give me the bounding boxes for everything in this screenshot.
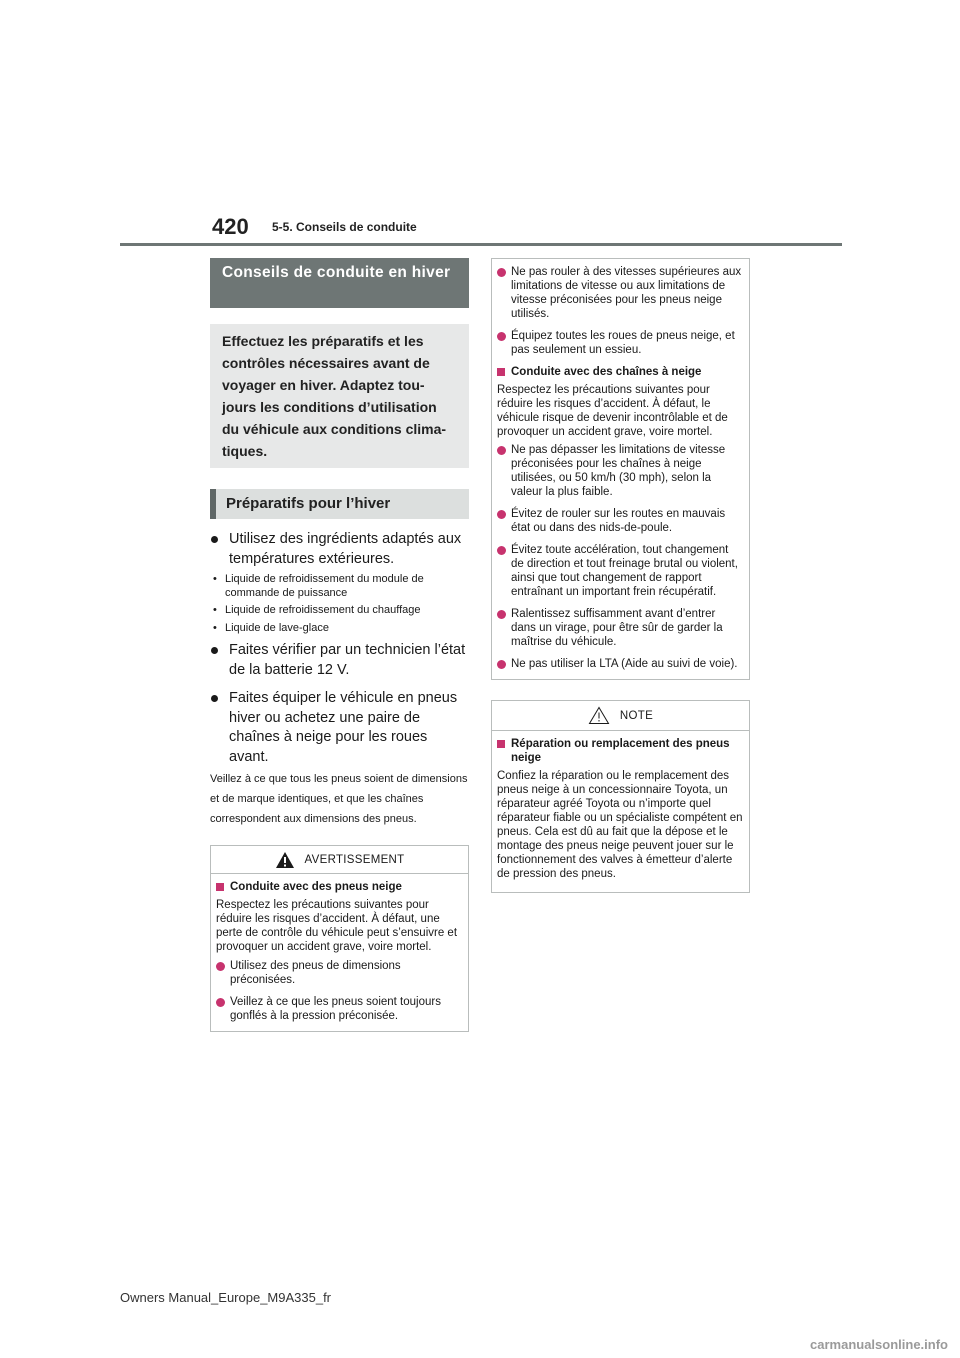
warning-item-text: Utilisez des pneus de dimensions préconisées. xyxy=(230,960,401,986)
intro-line: du véhicule aux conditions clima- xyxy=(222,421,447,437)
warning-item-text: Équipez toutes les roues de pneus neige, et pas seulement un essieu. xyxy=(511,330,735,356)
right-column xyxy=(491,258,750,893)
circle-bullet-icon xyxy=(497,268,506,277)
header-rule xyxy=(120,243,842,246)
note-title: NOTE xyxy=(619,709,654,722)
section-heading: Conseils de conduite en hiver xyxy=(210,258,469,308)
warning-item-text: Ne pas rouler à des vitesses supérieures aux limitations de vitesse ou aux limitations de vitesse préconisées pour les pneus neige utilisés. xyxy=(511,266,742,320)
chains-subheading xyxy=(497,365,743,379)
note-box xyxy=(491,700,750,893)
chains-item-text: Ne pas dépasser les limitations de vitesse préconisées pour les chaînes à neige utilisées, ou 50 km/h (30 mph), selon la valeur la plus faible. xyxy=(511,444,726,498)
square-bullet-icon xyxy=(497,740,505,748)
warning-continued-body xyxy=(492,259,749,679)
warning-paragraph: Respectez les précautions suivantes pour réduire les risques d’accident. À défaut, une perte de contrôle du véhicule peut s’ensuivre et provoquer un accident grave, voire mortel. xyxy=(216,899,458,953)
chains-paragraph: Respectez les précautions suivantes pour réduire les risques d’accident. À défaut, le véhicule risque de devenir incontrôlable et de provoquer un accident grave, voire mortel. xyxy=(497,384,728,438)
square-bullet-icon xyxy=(497,368,505,376)
bullet-icon xyxy=(211,695,218,702)
preparation-item xyxy=(210,641,469,680)
page-number: 420 xyxy=(212,214,249,239)
warning-body xyxy=(211,874,468,1031)
subsection-heading: Préparatifs pour l’hiver xyxy=(210,489,469,519)
fluid-list xyxy=(210,573,469,635)
note-subheading xyxy=(497,737,743,765)
chains-item-text: Évitez toute accélération, tout changement de direction et tout freinage brutal ou violent, ainsi que tout changement de rapport entraînant un important frein récupératif. xyxy=(511,544,738,598)
circle-bullet-icon xyxy=(497,660,506,669)
note-header xyxy=(492,701,749,731)
warning-box-continued xyxy=(491,258,750,680)
square-bullet-icon xyxy=(216,883,224,891)
preparation-text: Faites équiper le véhicule en pneus hiver ou achetez une paire de chaînes à neige pour les roues avant. xyxy=(229,690,458,765)
warning-item xyxy=(216,959,462,987)
fluid-item: • Liquide de refroidissement du chauffage xyxy=(210,604,469,618)
circle-bullet-icon xyxy=(216,998,225,1007)
manual-footer: Owners Manual_Europe_M9A335_fr xyxy=(120,1290,332,1305)
preparation-item xyxy=(210,689,469,767)
chains-item xyxy=(497,657,743,671)
intro-line: tiques. xyxy=(222,443,268,459)
warning-subheading-text: Conduite avec des pneus neige xyxy=(230,881,402,893)
preparation-item xyxy=(210,530,469,569)
warning-item xyxy=(497,265,743,321)
circle-bullet-icon xyxy=(497,446,506,455)
warning-title: AVERTISSEMENT xyxy=(304,853,405,866)
preparation-text: Utilisez des ingrédients adaptés aux températures extérieures. xyxy=(229,531,462,567)
chains-subheading-text: Conduite avec des chaînes à neige xyxy=(511,366,702,378)
chains-item-text: Évitez de rouler sur les routes en mauvais état ou dans des nids-de-poule. xyxy=(511,508,726,534)
warning-subheading xyxy=(216,880,462,894)
intro-line: contrôles nécessaires avant de xyxy=(222,355,430,371)
intro-line: voyager en hiver. Adaptez tou- xyxy=(222,377,425,393)
left-column xyxy=(210,258,469,1032)
fluid-item: • Liquide de refroidissement du module de commande de puissance xyxy=(210,573,469,600)
chains-item xyxy=(497,443,743,499)
warning-box xyxy=(210,845,469,1032)
note-body xyxy=(492,731,749,892)
chains-item-text: Ralentissez suffisamment avant d’entrer dans un virage, pour être sûr de garder la maîtrise du véhicule. xyxy=(511,608,723,648)
note-subheading-text: Réparation ou remplacement des pneus neige xyxy=(511,738,730,764)
circle-bullet-icon xyxy=(497,332,506,341)
watermark: carmanualsonline.info xyxy=(810,1337,948,1352)
note-paragraph: Confiez la réparation ou le remplacement des pneus neige à un concessionnaire Toyota, un réparateur agréé Toyota ou n’importe quel réparateur fiable ou un spécialiste compétent en pneus. Cela est dû au fait que la dépose et le montage des pneus neige peuvent jouer sur le fonctionnement des valves à émetteur d’alerte de pression des pneus. xyxy=(497,770,743,880)
circle-bullet-icon xyxy=(216,962,225,971)
preparation-text: Faites vérifier par un technicien l’état de la batterie 12 V. xyxy=(229,642,466,678)
circle-bullet-icon xyxy=(497,546,506,555)
section-title: 5-5. Conseils de conduite xyxy=(272,220,417,234)
caution-triangle-icon xyxy=(588,706,610,725)
warning-item xyxy=(497,329,743,357)
intro-line: Effectuez les préparatifs et les xyxy=(222,333,424,349)
preparation-list xyxy=(210,530,469,829)
chains-item-text: Ne pas utiliser la LTA (Aide au suivi de voie). xyxy=(511,658,738,670)
intro-box xyxy=(210,324,469,468)
chains-item xyxy=(497,607,743,649)
warning-item-text: Veillez à ce que les pneus soient toujours gonflés à la pression préconisée. xyxy=(230,996,441,1022)
circle-bullet-icon xyxy=(497,510,506,519)
warning-header xyxy=(211,846,468,874)
tire-note: Veillez à ce que tous les pneus soient de dimensions et de marque identiques, et que les chaînes correspondent aux dimensions des pneus. xyxy=(210,773,468,825)
bullet-icon xyxy=(211,536,218,543)
fluid-item: • Liquide de lave-glace xyxy=(210,622,469,636)
intro-line: jours les conditions d’utilisation xyxy=(222,399,437,415)
circle-bullet-icon xyxy=(497,610,506,619)
chains-item xyxy=(497,543,743,599)
warning-item xyxy=(216,995,462,1023)
chains-item xyxy=(497,507,743,535)
bullet-icon xyxy=(211,647,218,654)
warning-triangle-icon xyxy=(275,851,295,869)
